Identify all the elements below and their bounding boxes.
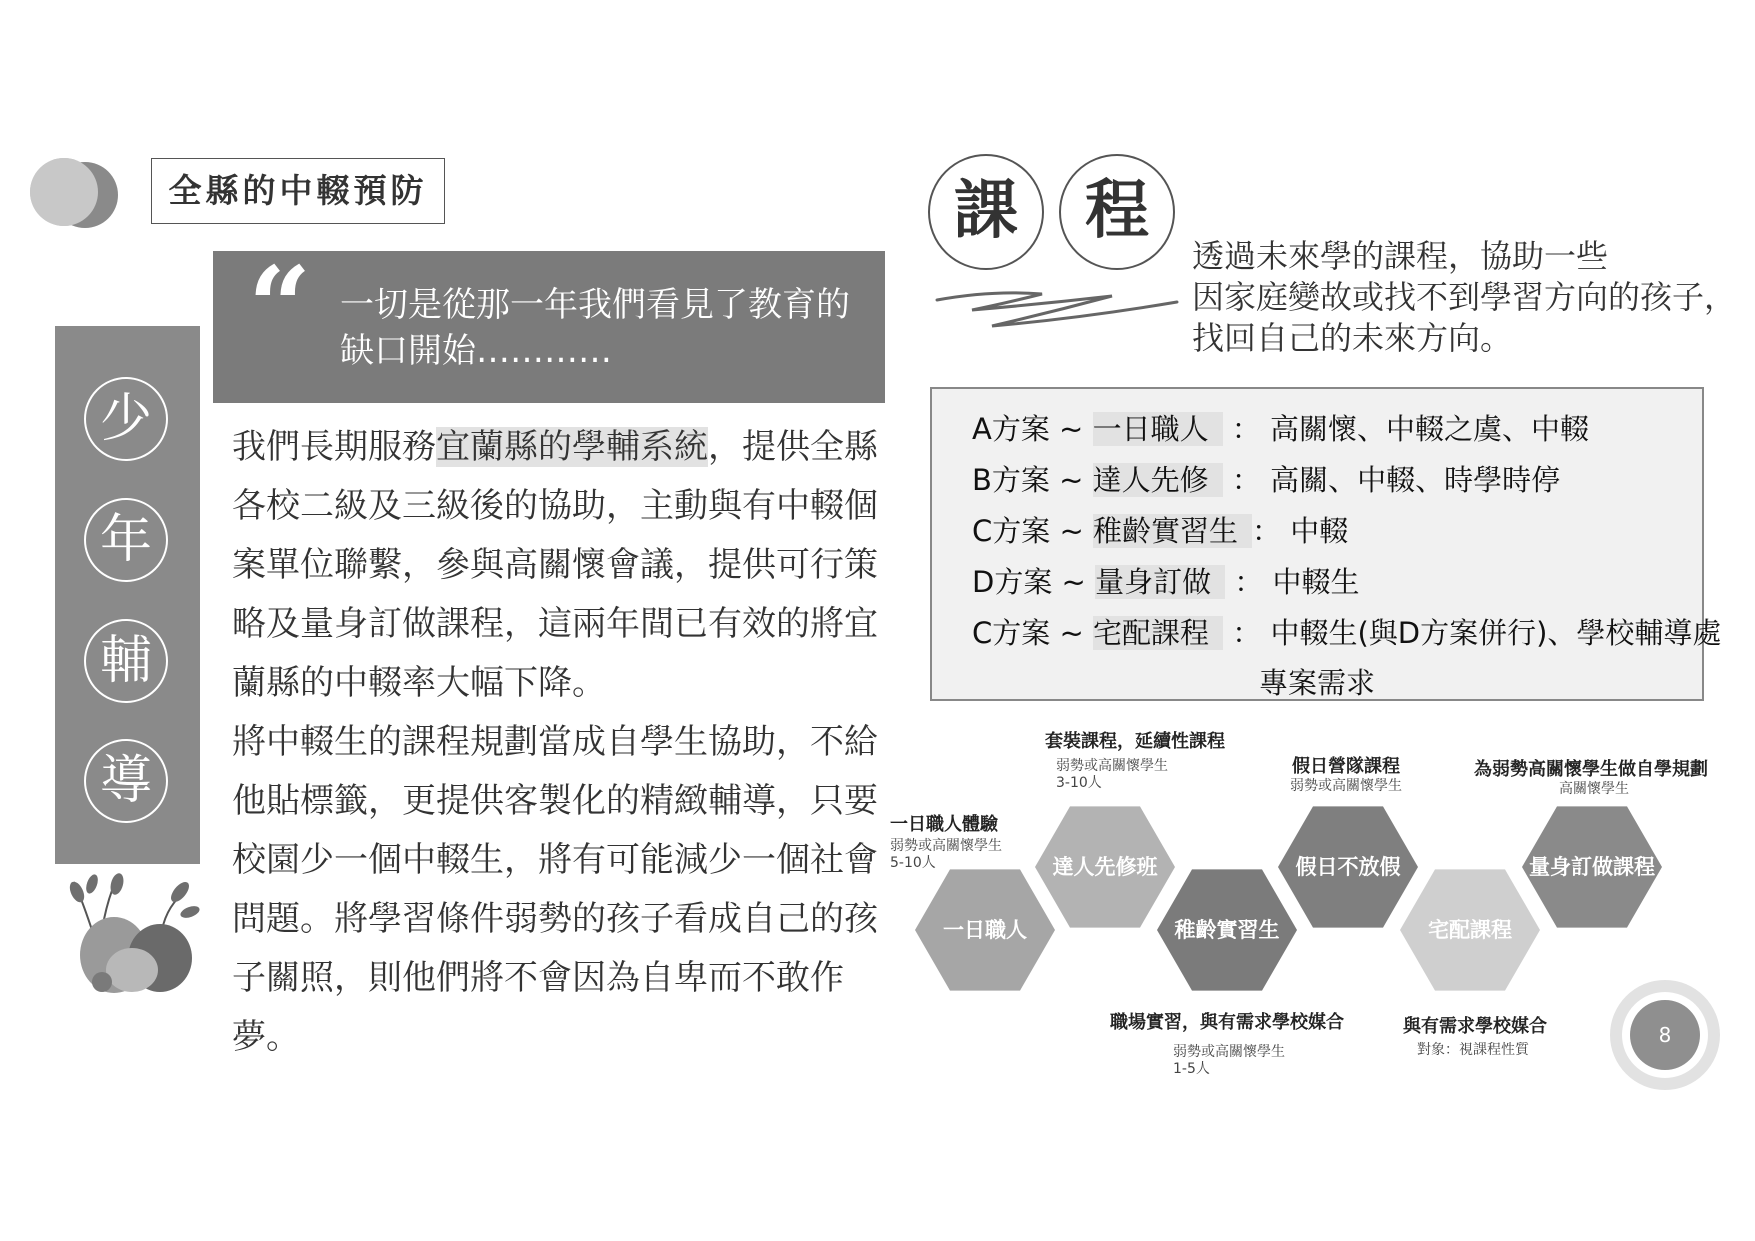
- course-title-char: 課: [928, 154, 1044, 270]
- vertical-char: 少: [84, 377, 168, 461]
- caption-title: 套裝課程，延續性課程: [1045, 731, 1225, 752]
- plan-row: C方案 ~ 稚齡實習生 ： 中輟: [972, 514, 1349, 548]
- plan-row: C方案 ~ 宅配課程 ： 中輟生(與D方案併行)、學校輔導處: [972, 616, 1722, 650]
- p1-highlight: 宜蘭縣的學輔系統: [436, 427, 708, 467]
- plan-row: B方案 ~ 達人先修 ： 高關、中輟、時學時停: [972, 463, 1561, 497]
- caption-sub: 5-10人: [890, 855, 936, 871]
- paragraph-2: 將中輟生的課程規劃當成自學生協助，不給他貼標籤，更提供客製化的精緻輔導，只要校園少一個中輟生，將有可能減少一個社會問題。將學習條件弱勢的孩子看成自己的孩子關照，則他們將不會因為自卑而不敢作夢。: [232, 722, 878, 1057]
- quote-mark-icon: “: [248, 242, 312, 371]
- intro-line: 找回自己的未來方向。: [1192, 319, 1513, 357]
- hex-label: 一日職人: [943, 918, 1027, 942]
- deco-circle-front: [30, 158, 98, 226]
- plan-last-line: 專案需求: [1258, 666, 1375, 700]
- caption-sub: 對象：視課程性質: [1417, 1042, 1529, 1058]
- quote-text: 一切是從那一年我們看見了教育的缺口開始…………: [340, 285, 850, 371]
- p1-before: 我們長期服務: [232, 427, 436, 467]
- hex-label: 量身訂做課程: [1529, 855, 1655, 879]
- p1-after: ，提供全縣各校二級及三級後的協助，主動與有中輟個案單位聯繫，參與高關懷會議，提供可行策略及量身訂做課程，這兩年間已有效的將宜蘭縣的中輟率大幅下降。: [232, 427, 878, 703]
- caption-title: 假日營隊課程: [1292, 756, 1400, 777]
- caption-title: 職場實習，與有需求學校媒合: [1110, 1012, 1344, 1033]
- course-intro: [1192, 236, 1752, 359]
- scribble-decoration: [932, 282, 1182, 338]
- caption-sub: 3-10人: [1056, 775, 1102, 791]
- caption-title: 一日職人體驗: [890, 814, 998, 835]
- plant-illustration-icon: [62, 870, 202, 995]
- caption-sub: 1-5人: [1173, 1061, 1210, 1077]
- caption-sub: 弱勢或高關懷學生: [890, 838, 1002, 854]
- hex-diagram: [895, 770, 1665, 1010]
- caption-sub: 弱勢或高關懷學生: [1056, 758, 1168, 774]
- caption-sub: 弱勢或高關懷學生: [1173, 1044, 1285, 1060]
- plans-box: [930, 387, 1722, 701]
- hex-label: 稚齡實習生: [1174, 918, 1280, 942]
- hex-label: 達人先修班: [1052, 855, 1158, 879]
- caption-title: 為弱勢高關懷學生做自學規劃: [1474, 759, 1708, 780]
- vertical-char: 年: [84, 498, 168, 582]
- caption-sub: 弱勢或高關懷學生: [1290, 778, 1402, 794]
- hex-label: 假日不放假: [1295, 855, 1401, 879]
- course-title-char: 程: [1059, 154, 1175, 270]
- vertical-char: 導: [84, 739, 168, 823]
- intro-line: 因家庭變故或找不到學習方向的孩子，: [1192, 278, 1737, 316]
- page-number: 8: [1630, 1000, 1700, 1070]
- vertical-char: 輔: [84, 619, 168, 703]
- intro-line: 透過未來學的課程，協助一些: [1192, 237, 1609, 275]
- section-title: 全縣的中輟預防: [151, 158, 445, 224]
- plan-row: D方案 ~ 量身訂做 ： 中輟生: [972, 565, 1360, 599]
- paragraph-1: [232, 418, 880, 713]
- caption-sub: 高關懷學生: [1559, 781, 1629, 797]
- body-text: [232, 418, 880, 1067]
- hex-label: 宅配課程: [1428, 918, 1512, 942]
- caption-title: 與有需求學校媒合: [1403, 1016, 1547, 1037]
- plan-row: A方案 ~ 一日職人 ： 高關懷、中輟之虞、中輟: [972, 412, 1590, 446]
